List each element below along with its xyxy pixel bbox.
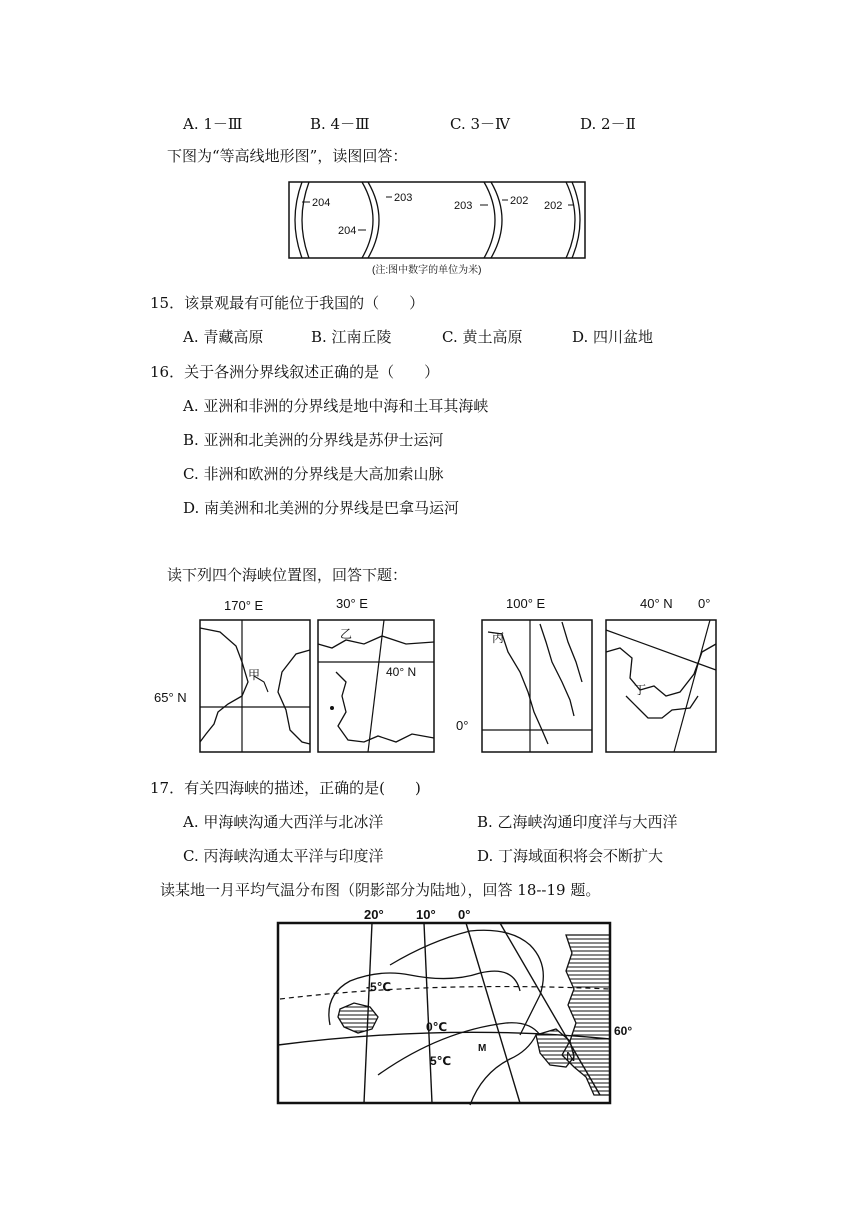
map3-lat-label: 0° xyxy=(456,718,469,733)
q17-stem: 17．有关四海峡的描述，正确的是( ) xyxy=(150,779,421,797)
q16-option-b: B. 亚洲和北美洲的分界线是苏伊士运河 xyxy=(183,431,444,449)
strait-maps-figure xyxy=(150,592,730,764)
contour-intro: 下图为“等高线地形图”，读图回答： xyxy=(167,147,408,165)
q17-option-c: C. 丙海峡沟通太平洋与印度洋 xyxy=(183,847,384,865)
q14-option-d: D. 2－Ⅱ xyxy=(580,115,636,133)
map1-strait-mark: 甲 xyxy=(248,668,261,682)
q15-option-d: D. 四川盆地 xyxy=(572,328,654,346)
contour-label: 202 xyxy=(510,195,529,207)
contour-label: 204 xyxy=(312,197,331,209)
isotherm-label: 5℃ xyxy=(430,1054,452,1068)
q15-option-a: A. 青藏高原 xyxy=(183,328,264,346)
q14-option-a: A. 1－Ⅲ xyxy=(183,115,243,133)
isotherm-label: 0℃ xyxy=(426,1020,448,1034)
q16-option-a: A. 亚洲和非洲的分界线是地中海和土耳其海峡 xyxy=(183,397,489,415)
map2-lon-label: 30° E xyxy=(336,596,368,611)
temp-map-lat-label: 60° xyxy=(614,1024,633,1038)
q15-stem: 15．该景观最有可能位于我国的（ ） xyxy=(150,294,425,312)
isotherm-label: -5℃ xyxy=(366,980,392,994)
map4-lat-label: 40° N xyxy=(640,596,673,611)
q17-option-b: B. 乙海峡沟通印度洋与大西洋 xyxy=(477,813,678,831)
contour-map-figure xyxy=(288,178,588,278)
contour-label: 204 xyxy=(338,225,357,237)
temperature-map-figure xyxy=(270,905,633,1110)
contour-label: 202 xyxy=(544,200,563,212)
map2-lat-label: 40° N xyxy=(386,665,417,679)
map1-lat-label: 65° N xyxy=(154,690,187,705)
temp-intro: 读某地一月平均气温分布图（阴影部分为陆地），回答 18--19 题。 xyxy=(160,881,601,899)
q16-option-c: C. 非洲和欧洲的分界线是大高加索山脉 xyxy=(183,465,444,483)
map2-strait-mark: 乙 xyxy=(340,627,353,641)
q16-stem: 16．关于各洲分界线叙述正确的是（ ） xyxy=(150,363,440,381)
q17-option-a: A. 甲海峡沟通大西洋与北冰洋 xyxy=(183,813,384,831)
contour-note: (注:图中数字的单位为米) xyxy=(372,265,482,276)
point-m-label: M xyxy=(478,1043,487,1054)
q15-option-c: C. 黄土高原 xyxy=(442,328,523,346)
q15-option-b: B. 江南丘陵 xyxy=(311,328,392,346)
temp-map-lon-label: 10° xyxy=(416,907,436,922)
contour-label: 203 xyxy=(454,200,473,212)
contour-label: 203 xyxy=(394,192,413,204)
q16-option-d: D. 南美洲和北美洲的分界线是巴拿马运河 xyxy=(183,499,460,517)
temp-map-lon-label: 20° xyxy=(364,907,384,922)
map4-strait-mark: 丁 xyxy=(634,683,647,697)
strait-intro: 读下列四个海峡位置图，回答下题： xyxy=(167,566,408,584)
map1-lon-label: 170° E xyxy=(224,598,264,613)
point-n-label: N xyxy=(566,1049,576,1064)
map3-strait-mark: 丙 xyxy=(492,631,505,645)
q17-option-d: D. 丁海域面积将会不断扩大 xyxy=(477,847,664,865)
q14-option-c: C. 3－Ⅳ xyxy=(450,115,511,133)
map4-lon-label: 0° xyxy=(698,596,711,611)
temp-map-lon-label: 0° xyxy=(458,907,471,922)
q14-option-b: B. 4－Ⅲ xyxy=(310,115,370,133)
map3-lon-label: 100° E xyxy=(506,596,546,611)
